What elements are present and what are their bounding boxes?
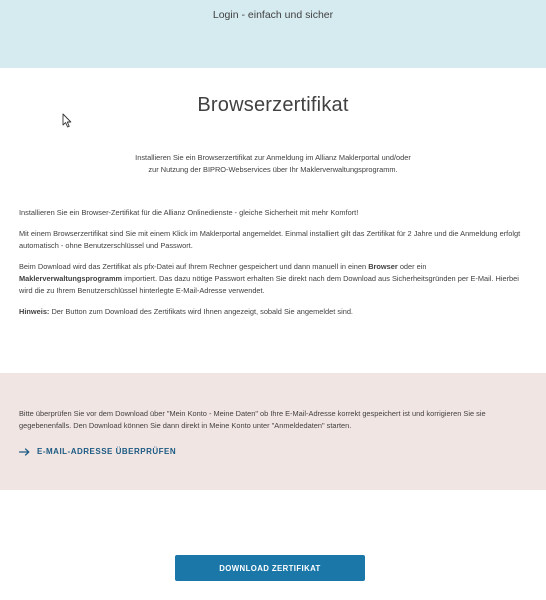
paragraph-3-bold-mvp: Maklerverwaltungsprogramm xyxy=(19,274,123,283)
hint-text: Der Button zum Download des Zertifikats wird Ihnen angezeigt, sobald Sie angemeldet sind. xyxy=(49,307,353,316)
arrow-right-icon xyxy=(19,448,30,456)
hint-label: Hinweis: xyxy=(19,307,50,316)
top-banner xyxy=(0,0,546,68)
hint-paragraph xyxy=(19,306,531,318)
page-title: Browserzertifikat xyxy=(197,94,349,116)
header-tagline: Login - einfach und sicher xyxy=(212,9,334,21)
intro-line-2: zur Nutzung der BIPRO-Webservices über Ihr Maklerverwaltungsprogramm. xyxy=(148,165,398,174)
paragraph-3-text-c: importiert. Das dazu nötige Passwort erhalten Sie direkt nach dem Download aus Sicherheitsgründen per E-Mail. Hierbei wird die zu Ihrem Benutzerschlüssel hinterlegte E-Mail-Adresse verwendet. xyxy=(19,274,519,295)
paragraph-2: Mit einem Browserzertifikat sind Sie mit einem Klick im Maklerportal angemeldet. Einmal installiert gilt das Zertifikat für 2 Jahre und die Anmeldung erfolgt automatisch - ohne Benutzerschlüssel und Passwort. xyxy=(19,229,521,250)
paragraph-3 xyxy=(19,261,531,297)
paragraph-3-text-b: oder ein xyxy=(397,262,427,271)
body-text xyxy=(19,207,531,327)
email-notice-box xyxy=(0,373,546,490)
check-email-link[interactable] xyxy=(19,447,176,456)
intro-text xyxy=(60,152,486,176)
paragraph-3-bold-browser: Browser xyxy=(368,262,398,271)
paragraph-1: Installieren Sie ein Browser-Zertifikat für die Allianz Onlinedienste - gleiche Sicherheit mit mehr Komfort! xyxy=(19,208,359,217)
notice-text: Bitte überprüfen Sie vor dem Download über "Mein Konto - Meine Daten" ob Ihre E-Mail-Adresse korrekt gespeichert ist und korrigieren Sie sie gegebenenfalls. Den Download können Sie dann direkt in Meine Konto unter "Anmeldedaten" starten. xyxy=(19,409,486,430)
paragraph-3-text-a: Beim Download wird das Zertifikat als pfx-Datei auf Ihrem Rechner gespeichert und dann manuell in einen xyxy=(19,262,369,271)
check-email-link-label: E-MAIL-ADRESSE ÜBERPRÜFEN xyxy=(37,447,177,456)
download-certificate-button[interactable]: DOWNLOAD ZERTIFIKAT xyxy=(175,555,365,581)
intro-line-1: Installieren Sie ein Browserzertifikat zur Anmeldung im Allianz Maklerportal und/oder xyxy=(135,153,411,162)
